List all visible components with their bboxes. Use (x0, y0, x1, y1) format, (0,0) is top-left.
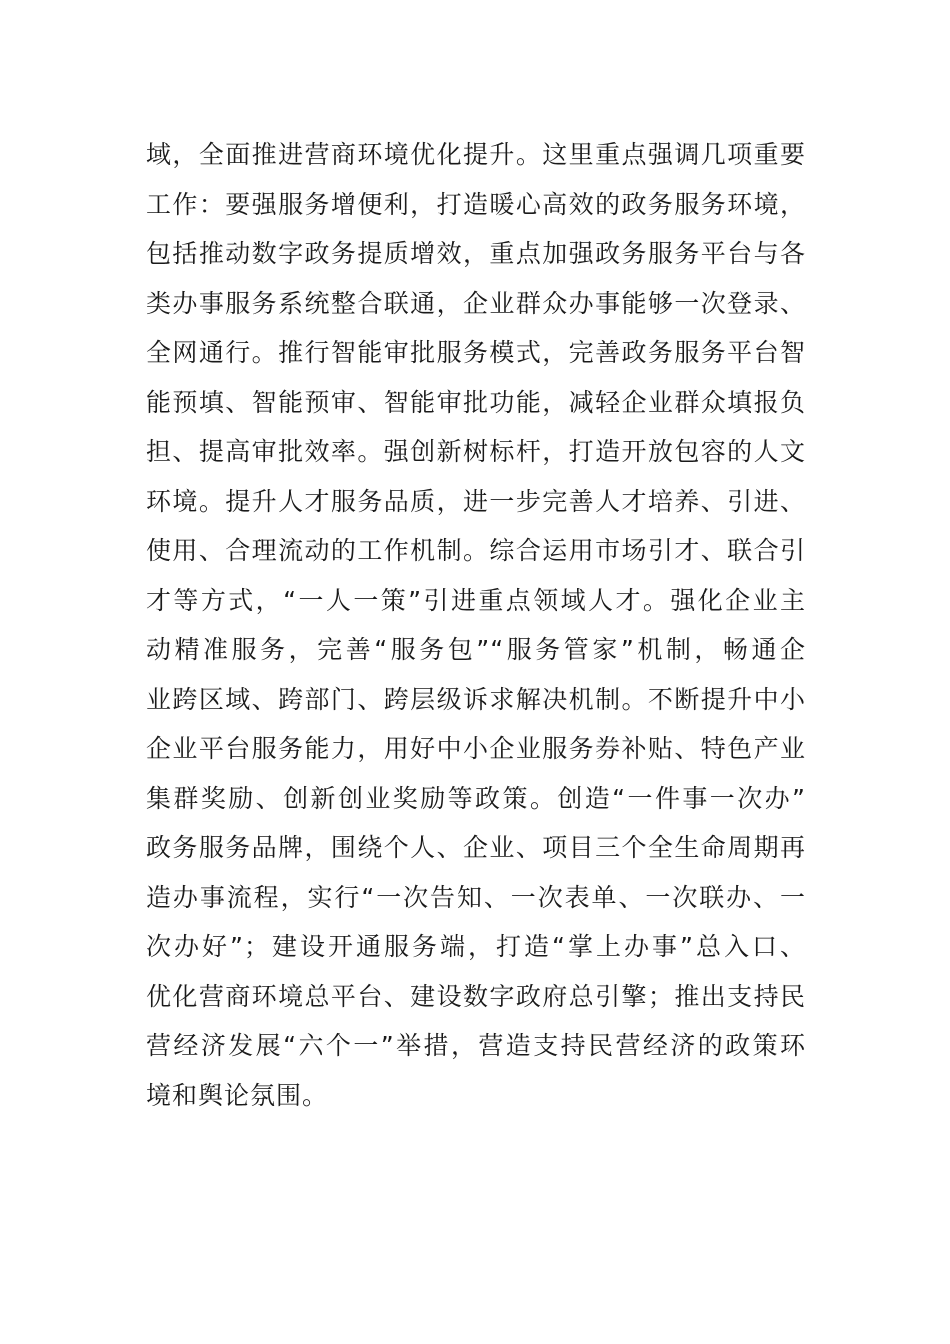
text-line: 域，全面推进营商环境优化提升。这里重点强调几项重要 (146, 140, 806, 169)
text-line: 担、提高审批效率。强创新树标杆，打造开放包容的人文 (146, 437, 806, 466)
text-line-last: 境和舆论氛围。 (146, 1080, 329, 1110)
text-line: 造办事流程，实行“一次告知、一次表单、一次联办、一 (146, 882, 806, 912)
text-line: 环境。提升人才服务品质，进一步完善人才培养、引进、 (146, 486, 806, 516)
text-line: 使用、合理流动的工作机制。综合运用市场引才、联合引 (146, 536, 806, 565)
body-paragraph (146, 130, 806, 1120)
text-line: 工作：要强服务增便利，打造暖心高效的政务服务环境， (146, 189, 806, 219)
text-line: 包括推动数字政务提质增效，重点加强政务服务平台与各 (146, 239, 806, 268)
text-line: 能预填、智能预审、智能审批功能，减轻企业群众填报负 (146, 387, 806, 417)
text-line: 全网通行。推行智能审批服务模式，完善政务服务平台智 (146, 338, 806, 367)
text-line: 优化营商环境总平台、建设数字政府总引擎；推出支持民 (146, 981, 806, 1011)
text-line: 集群奖励、创新创业奖励等政策。创造“一件事一次办” (146, 783, 806, 813)
text-line: 企业平台服务能力，用好中小企业服务券补贴、特色产业 (146, 734, 806, 763)
text-line: 业跨区域、跨部门、跨层级诉求解决机制。不断提升中小 (146, 684, 806, 714)
text-line: 类办事服务系统整合联通，企业群众办事能够一次登录、 (146, 288, 806, 318)
text-line: 政务服务品牌，围绕个人、企业、项目三个全生命周期再 (146, 833, 806, 862)
text-line: 营经济发展“六个一”举措，营造支持民营经济的政策环 (146, 1031, 806, 1060)
text-line: 动精准服务，完善“服务包”“服务管家”机制，畅通企 (146, 635, 806, 664)
text-line: 才等方式，“一人一策”引进重点领域人才。强化企业主 (146, 585, 806, 615)
text-line: 次办好”；建设开通服务端，打造“掌上办事”总入口、 (146, 932, 806, 961)
